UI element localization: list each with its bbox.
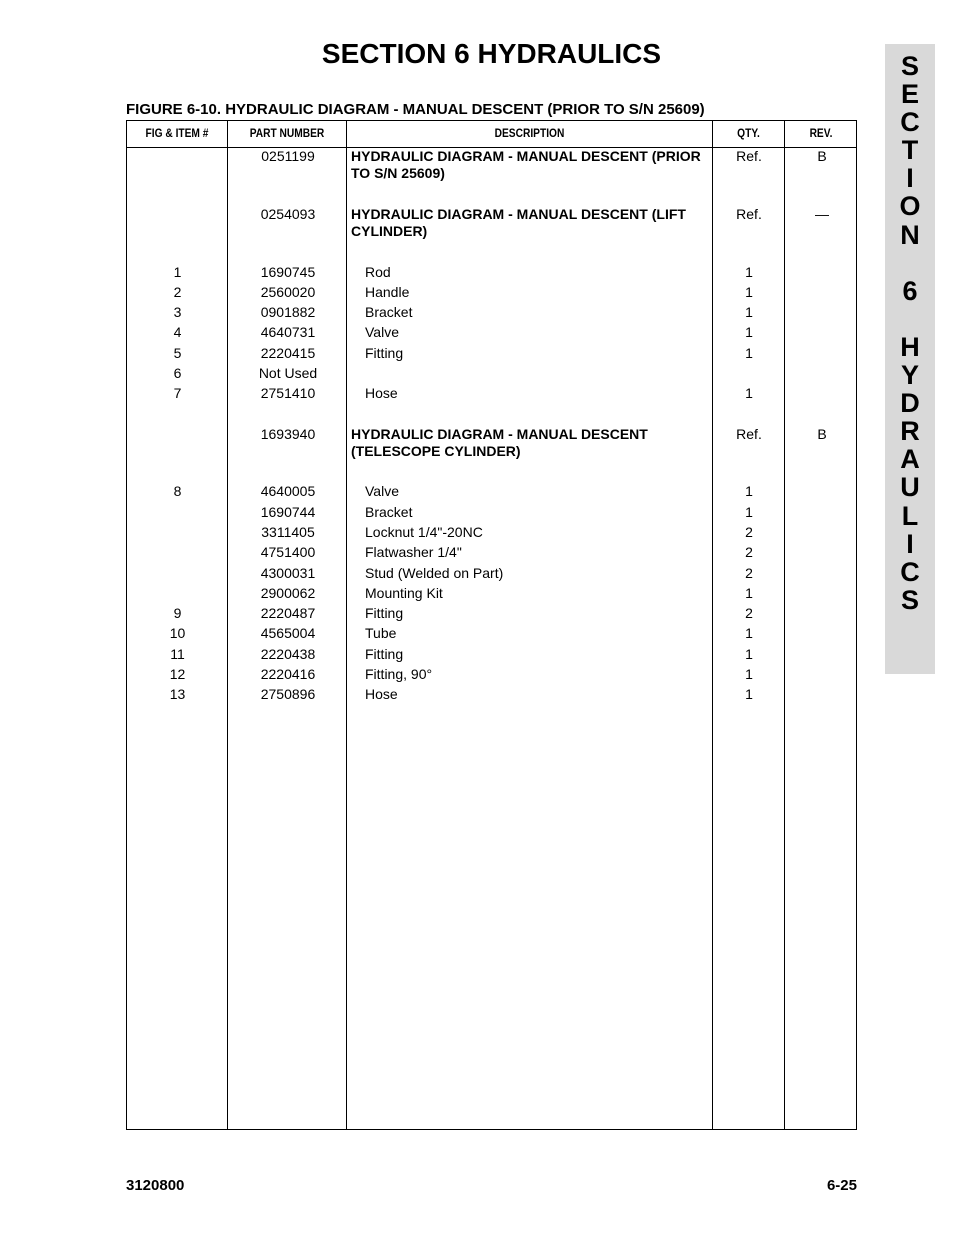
part-number-cell: 4751400 <box>260 544 316 560</box>
description-cell: Fitting <box>365 345 404 361</box>
part-number-cell: 2220487 <box>260 605 316 621</box>
description-cell: HYDRAULIC DIAGRAM - MANUAL DESCENT (PRIOR TO S/N 25609) <box>351 148 701 181</box>
side-tab-letter: N <box>900 219 920 250</box>
part-number-cell: 2220416 <box>260 666 316 682</box>
side-tab-letter: T <box>901 135 919 166</box>
side-tab-letter: U <box>900 472 920 503</box>
part-number-cell: 2900062 <box>260 585 316 601</box>
qty-cell: 1 <box>745 686 753 702</box>
part-number-cell: 1693940 <box>260 426 316 442</box>
part-number-cell: 4565004 <box>260 625 316 641</box>
parts-table <box>126 120 857 1130</box>
header-rev: REV. <box>809 126 833 140</box>
qty-cell: 1 <box>745 625 753 641</box>
header-fig-item: FIG & ITEM # <box>145 126 209 140</box>
side-tab-letter: H <box>900 331 920 362</box>
qty-cell: 1 <box>745 304 753 320</box>
section-side-tab <box>885 44 935 674</box>
description-cell: Stud (Welded on Part) <box>365 565 504 581</box>
part-number-cell: 4640731 <box>260 324 316 340</box>
qty-cell: 1 <box>745 504 753 520</box>
side-tab-letter: A <box>900 444 920 475</box>
part-number-cell: 2560020 <box>260 284 316 300</box>
description-cell: Bracket <box>365 504 413 520</box>
qty-cell: Ref. <box>736 206 762 222</box>
description-cell: Fitting, 90° <box>365 666 433 682</box>
side-tab-letter: E <box>900 79 919 110</box>
part-number-cell: 1690744 <box>260 504 316 520</box>
qty-cell: 1 <box>745 585 753 601</box>
header-qty: QTY. <box>737 126 760 140</box>
header-description: DESCRIPTION <box>494 126 565 140</box>
side-tab-letter: D <box>900 388 920 419</box>
description-cell: Valve <box>365 324 399 340</box>
side-tab-letter: L <box>901 500 919 531</box>
document-number: 3120800 <box>126 1177 185 1194</box>
description-cell: Handle <box>365 284 410 300</box>
description-cell: HYDRAULIC DIAGRAM - MANUAL DESCENT (TELESCOPE CYLINDER) <box>351 426 648 459</box>
description-cell: HYDRAULIC DIAGRAM - MANUAL DESCENT (LIFT CYLINDER) <box>351 206 686 239</box>
part-number-cell: 0251199 <box>261 148 315 164</box>
fig-item-cell: 1 <box>173 264 182 280</box>
fig-item-cell: 13 <box>169 686 186 702</box>
description-cell: Locknut 1/4"-20NC <box>365 524 483 540</box>
fig-item-cell: 3 <box>173 304 182 320</box>
description-cell: Mounting Kit <box>365 585 443 601</box>
side-tab-letter: S <box>900 51 919 81</box>
qty-cell: 2 <box>745 605 753 621</box>
description-cell: Bracket <box>365 304 413 320</box>
part-number-cell: 4640005 <box>260 483 316 499</box>
description-cell: Fitting <box>365 605 404 621</box>
side-tab-letter: C <box>900 107 920 138</box>
part-number-cell: 4300031 <box>260 565 316 581</box>
part-number-cell: 2751410 <box>260 385 316 401</box>
rev-cell: B <box>817 426 827 442</box>
side-tab-letter: I <box>906 528 914 559</box>
side-tab-letter <box>906 249 914 277</box>
description-cell: Hose <box>365 686 398 702</box>
qty-cell: 1 <box>745 264 753 280</box>
qty-cell: 1 <box>745 385 753 401</box>
part-number-cell: Not Used <box>258 365 318 381</box>
side-tab-letters <box>885 52 935 614</box>
qty-cell: Ref. <box>736 148 762 164</box>
side-tab-letter: I <box>906 163 914 194</box>
fig-item-cell: 4 <box>173 324 182 340</box>
description-cell: Fitting <box>365 646 404 662</box>
side-tab-letter: O <box>899 191 921 222</box>
side-tab-letter <box>906 305 914 333</box>
fig-item-cell: 12 <box>169 666 186 682</box>
qty-cell: 1 <box>745 345 753 361</box>
fig-item-cell: 2 <box>173 284 182 300</box>
header-part-number: PART NUMBER <box>249 126 325 140</box>
side-tab-letter: Y <box>900 360 919 391</box>
rev-cell: B <box>817 148 827 164</box>
qty-cell: 1 <box>745 666 753 682</box>
part-number-cell: 3311405 <box>261 524 315 540</box>
part-number-cell: 1690745 <box>260 264 316 280</box>
part-number-cell: 2220438 <box>260 646 316 662</box>
fig-item-cell: 10 <box>169 625 186 641</box>
qty-cell: 1 <box>745 284 753 300</box>
figure-title: FIGURE 6-10. HYDRAULIC DIAGRAM - MANUAL DESCENT (PRIOR TO S/N 25609) <box>126 101 705 118</box>
section-title: SECTION 6 HYDRAULICS <box>321 38 662 69</box>
qty-cell: 2 <box>745 544 753 560</box>
description-cell: Flatwasher 1/4" <box>365 544 462 560</box>
description-cell: Rod <box>365 264 391 280</box>
side-tab-letter: R <box>900 416 920 447</box>
description-cell: Hose <box>365 385 398 401</box>
part-number-cell: 0901882 <box>260 304 316 320</box>
column-divider <box>784 121 785 1129</box>
side-tab-letter: S <box>900 584 919 615</box>
fig-item-cell: 9 <box>173 605 182 621</box>
side-tab-letter: 6 <box>902 275 918 306</box>
fig-item-cell: 7 <box>173 385 182 401</box>
fig-item-cell: 11 <box>170 646 185 662</box>
fig-item-cell: 6 <box>173 365 182 381</box>
page-number: 6-25 <box>826 1177 857 1194</box>
part-number-cell: 2220415 <box>260 345 316 361</box>
fig-item-cell: 5 <box>173 345 182 361</box>
description-cell: Valve <box>365 483 399 499</box>
qty-cell: 1 <box>745 646 753 662</box>
qty-cell: Ref. <box>736 426 762 442</box>
side-tab-letter: C <box>900 556 920 587</box>
description-cell: Tube <box>365 625 397 641</box>
part-number-cell: 2750896 <box>260 686 316 702</box>
fig-item-cell: 8 <box>173 483 182 499</box>
qty-cell: 2 <box>745 565 753 581</box>
qty-cell: 2 <box>745 524 753 540</box>
qty-cell: 1 <box>745 483 753 499</box>
part-number-cell: 0254093 <box>260 206 316 222</box>
qty-cell: 1 <box>745 324 753 340</box>
rev-cell: — <box>815 206 829 222</box>
